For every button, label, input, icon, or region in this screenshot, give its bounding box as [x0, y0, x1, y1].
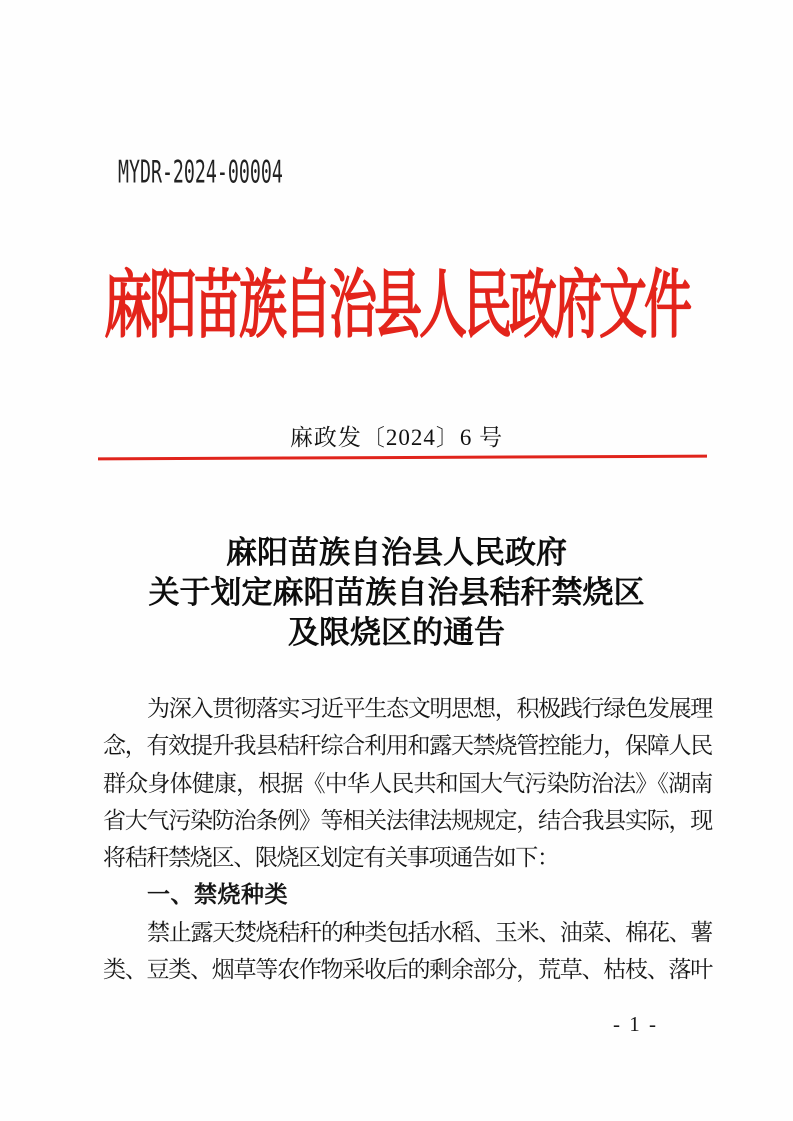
- paragraph-1-line-2: 念，有效提升我县秸秆综合利用和露天禁烧管控能力，保障人民: [103, 733, 712, 759]
- paragraph-2-line-2: 类、豆类、烟草等农作物采收后的剩余部分，荒草、枯枝、落叶: [103, 957, 712, 983]
- notice-title-line-2: 关于划定麻阳苗族自治县秸秆禁烧区: [148, 575, 645, 610]
- paragraph-1-line-4: 省大气污染防治条例》等相关法律法规规定，结合我县实际，现: [103, 807, 712, 833]
- notice-body: [103, 690, 712, 988]
- notice-title-line-3: 及限烧区的通告: [288, 615, 505, 650]
- red-header-banner-title: 麻阳苗族自治县人民政府文件: [103, 265, 689, 348]
- red-divider-rule: [98, 455, 707, 461]
- section-1-heading: 一、禁烧种类: [147, 881, 288, 908]
- paragraph-1-line-1: 为深入贯彻落实习近平生态文明思想，积极践行绿色发展理: [147, 696, 712, 721]
- archival-doc-code: MYDR-2024-00004: [118, 153, 283, 190]
- document-number: 麻政发〔2024〕6 号: [289, 425, 504, 450]
- notice-title-line-1: 麻阳苗族自治县人民政府: [226, 535, 567, 570]
- page-number: - 1 -: [613, 1012, 658, 1036]
- paragraph-1-line-5: 将秸秆禁烧区、限烧区划定有关事项通告如下：: [103, 845, 559, 871]
- paragraph-1-line-3: 群众身体健康，根据《中华人民共和国大气污染防治法》《湖南: [103, 770, 712, 796]
- notice-title: [0, 533, 793, 653]
- paragraph-2-line-1: 禁止露天焚烧秸秆的种类包括水稻、玉米、油菜、棉花、薯: [147, 919, 712, 945]
